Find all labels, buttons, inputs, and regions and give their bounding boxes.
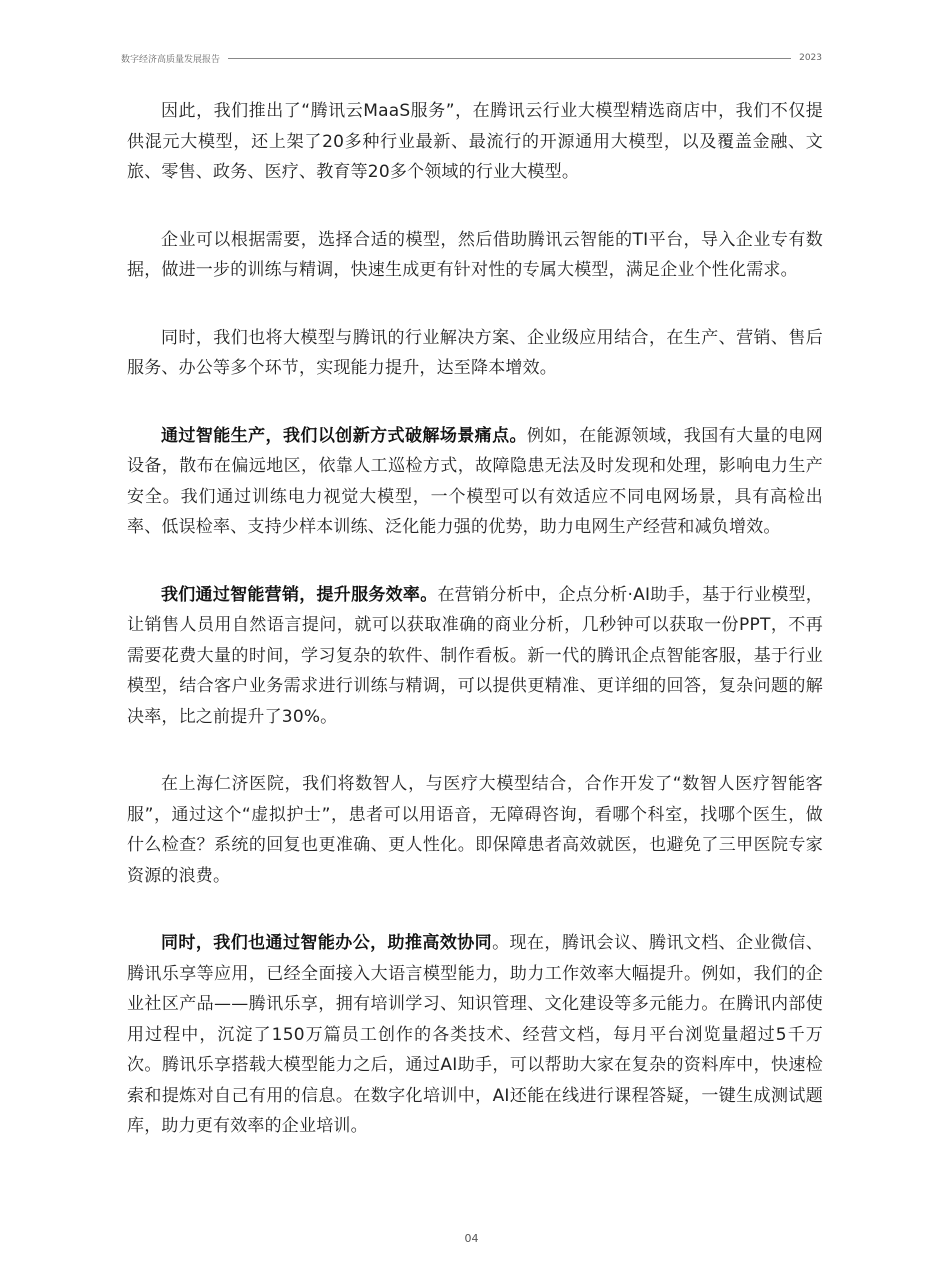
paragraph-lead: 同时，我们也通过智能办公，助推高效协同: [161, 933, 493, 953]
paragraph-lead: 通过智能生产，我们以创新方式破解场景痛点。: [161, 425, 527, 446]
paragraph-body: 在上海仁济医院，我们将数智人，与医疗大模型结合，合作开发了“数智人医疗智能客服”，通过这个“虚拟护士”，患者可以用语音，无障碍咨询，看哪个科室，找哪个医生，做什么检查？系统的回复也更准确、更人性化。即保障患者高效就医，也避免了三甲医院专家资源的浪费。: [127, 774, 823, 886]
page-header: [121, 50, 822, 66]
paragraph-body: 企业可以根据需要，选择合适的模型，然后借助腾讯云智能的TI平台，导入企业专有数据，做进一步的训练与精调，快速生成更有针对性的专属大模型，满足企业个性化需求。: [127, 229, 823, 280]
paragraph-body: 因此，我们推出了“腾讯云MaaS服务”，在腾讯云行业大模型精选商店中，我们不仅提供混元大模型，还上架了20多种行业最新、最流行的开源通用大模型，以及覆盖金融、文旅、零售、政务、医疗、教育等20多个领域的行业大模型。: [127, 101, 823, 182]
paragraph-smart-production: [127, 421, 823, 543]
paragraph-smart-office: [127, 928, 823, 1142]
header-rule: [228, 58, 791, 59]
paragraph-body: 同时，我们也将大模型与腾讯的行业解决方案、企业级应用结合，在生产、营销、售后服务、办公等多个环节，实现能力提升，达至降本增效。: [127, 327, 823, 378]
report-year: 2023: [799, 53, 822, 63]
report-title: 数字经济高质量发展报告: [121, 54, 221, 65]
paragraph-ti-platform: [127, 225, 823, 286]
paragraph-smart-marketing: [127, 580, 823, 733]
paragraph-body: 。现在，腾讯会议、腾讯文档、企业微信、腾讯乐享等应用，已经全面接入大语言模型能力，助力工作效率大幅提升。例如，我们的企业社区产品——腾讯乐享，拥有培训学习、知识管理、文化建设等多元能力。在腾讯内部使用过程中，沉淀了150万篇员工创作的各类技术、经营文档，每月平台浏览量超过5千万次。腾讯乐享搭载大模型能力之后，通过AI助手，可以帮助大家在复杂的资料库中，快速检索和提炼对自己有用的信息。在数字化培训中，AI还能在线进行课程答疑，一键生成测试题库，助力更有效率的企业培训。: [127, 933, 823, 1136]
paragraph-lead: 我们通过智能营销，提升服务效率。: [161, 584, 438, 605]
paragraph-body: 在营销分析中，企点分析·AI助手，基于行业模型，让销售人员用自然语言提问，就可以获取准确的商业分析，几秒钟可以获取一份PPT，不再需要花费大量的时间，学习复杂的软件、制作看板。新一代的腾讯企点智能客服，基于行业模型，结合客户业务需求进行训练与精调，可以提供更精准、更详细的回答，复杂问题的解决率，比之前提升了30%。: [127, 584, 823, 727]
main-content: [127, 96, 823, 1179]
page-footer: [0, 1232, 943, 1245]
page-number: 04: [464, 1232, 479, 1245]
paragraph-industry-solutions: [127, 323, 823, 384]
paragraph-body: 例如，在能源领域，我国有大量的电网设备，散布在偏远地区，依靠人工巡检方式，故障隐患无法及时发现和处理，影响电力生产安全。我们通过训练电力视觉大模型，一个模型可以有效适应不同电网场景，具有高检出率、低误检率、支持少样本训练、泛化能力强的优势，助力电网生产经营和减负增效。: [127, 425, 823, 537]
paragraph-maas-service: [127, 96, 823, 188]
paragraph-renji-hospital: [127, 769, 823, 891]
